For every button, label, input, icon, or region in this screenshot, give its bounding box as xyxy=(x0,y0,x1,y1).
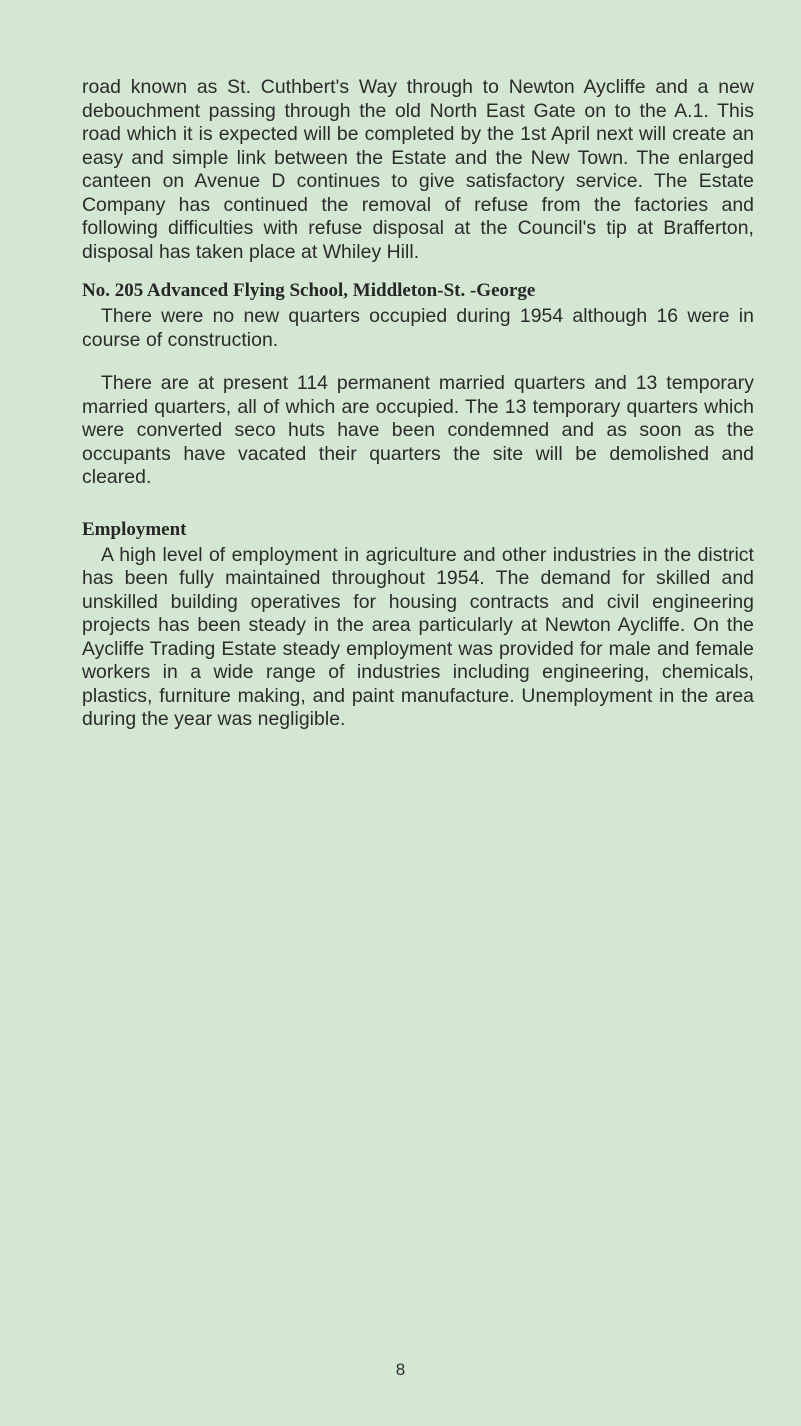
flying-school-paragraph-2: There are at present 114 permanent married quarters and 13 temporary married quarters, all of which are occupied. The 13 temporary quarters which were converted seco huts have been condemned and as soon as the occupants have vacated their quarters the site will be demolished and cleared. xyxy=(82,372,754,488)
employment-paragraph: A high level of employment in agriculture and other industries in the district has been fully maintained throughout 1954. The demand for skilled and unskilled building operatives for housing contracts and civil engineering projects has been steady in the area particularly at Newton Aycliffe. On the Aycliffe Trading Estate steady employment was provided for male and female workers in a wide range of industries including engineering, chemicals, plastics, furniture making, and paint manufacture. Unemployment in the area during the year was negligible. xyxy=(82,543,754,730)
intro-paragraph: road known as St. Cuthbert's Way through to Newton Aycliffe and a new debouchment passing through the old North East Gate on to the A.1. This road which it is expected will be completed by the 1st April next will create an easy and simple link between the Estate and the New Town. The enlarged canteen on Avenue D continues to give satisfactory service. The Estate Company has continued the removal of refuse from the factories and following difficulties with refuse disposal at the Council's tip at Brafferton, disposal has taken place at Whiley Hill. xyxy=(82,76,754,263)
spacer xyxy=(82,264,754,279)
flying-school-paragraph-1: There were no new quarters occupied during 1954 although 16 were in course of construction. xyxy=(82,305,754,351)
document-page xyxy=(82,76,754,732)
spacer xyxy=(82,352,754,372)
page-number: 8 xyxy=(395,1360,406,1379)
section-heading-flying-school: No. 205 Advanced Flying School, Middleton-St. -George xyxy=(82,280,536,301)
section-heading-employment: Employment xyxy=(82,518,187,540)
spacer xyxy=(82,490,754,518)
